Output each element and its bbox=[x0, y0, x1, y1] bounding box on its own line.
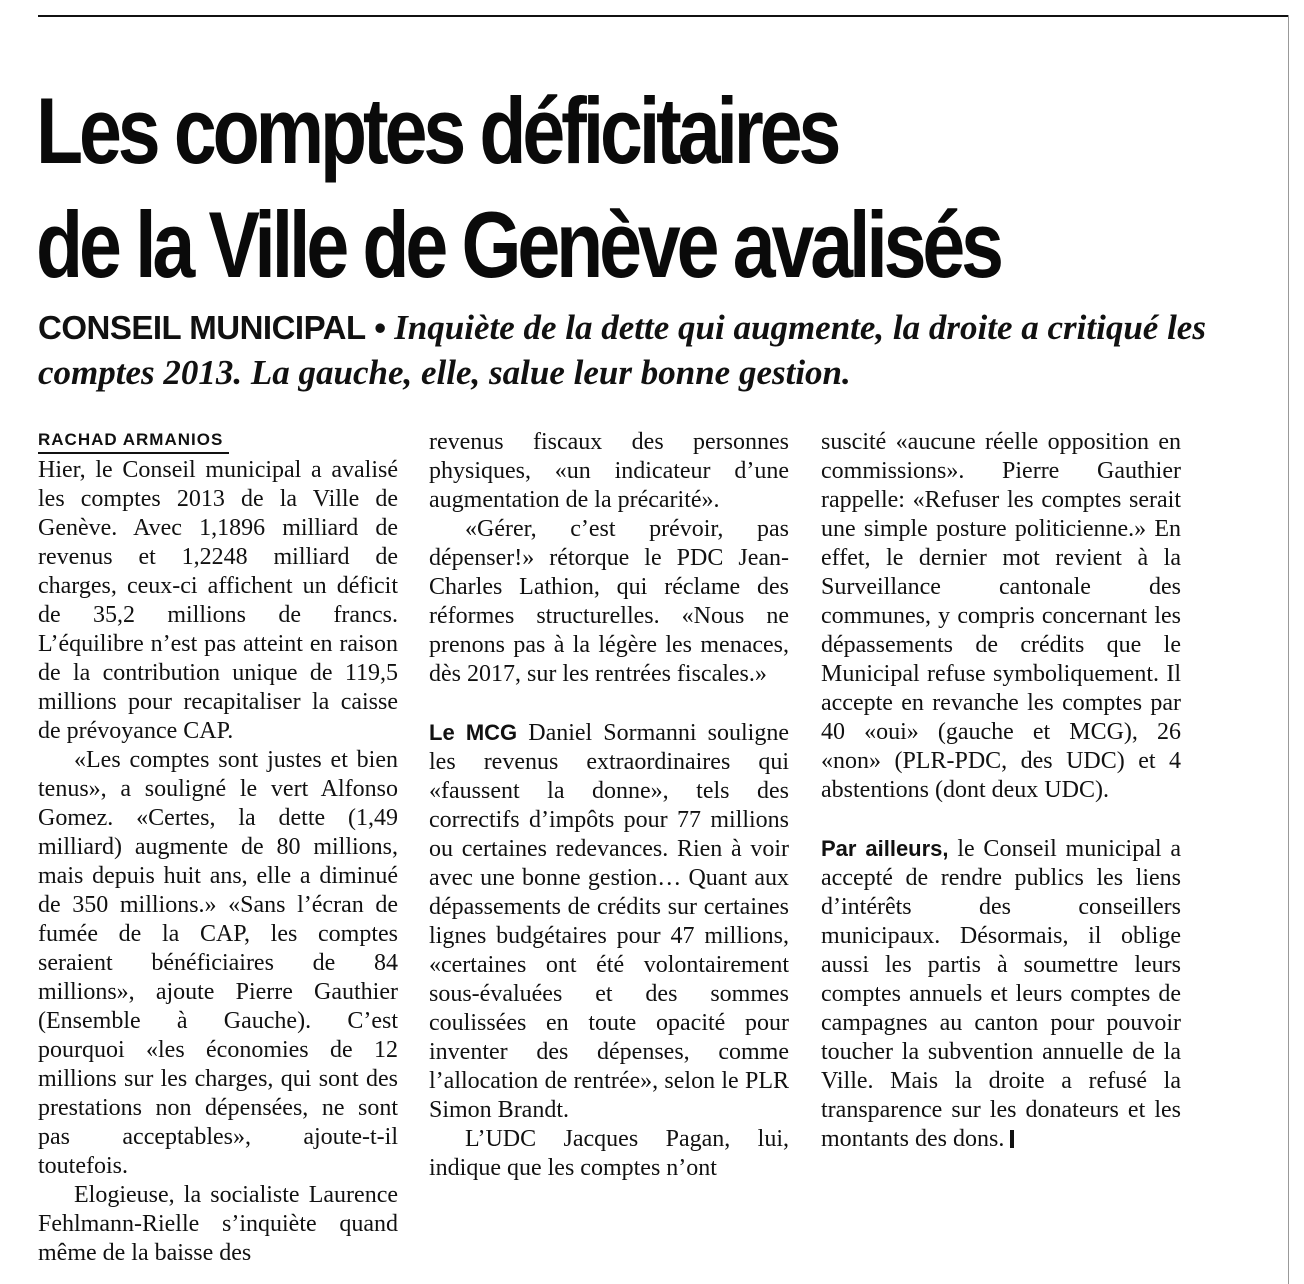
paragraph-text: Daniel Sormanni souligne les revenus extraordinaires qui «faussent la donne», tels des correctifs d’impôts pour 77 millions ou certaines redevances. Rien à voir avec une bonne gestion… Quant aux dépassements de crédits sur certaines lignes budgétaires pour 47 millions, «certaines ont été volontairement sous-évaluées et des sommes coulissées en toute opacité pour inventer des dépenses, comme l’allocation de rentrée», selon le PLR Simon Brandt. bbox=[429, 720, 789, 1123]
end-of-article-mark bbox=[1010, 1130, 1014, 1148]
paragraph: revenus fiscaux des personnes physiques, «un indicateur d’une augmentation de la précarité». bbox=[429, 429, 789, 513]
article-column-3 bbox=[821, 428, 1181, 1154]
paragraph-lead: Le MCG bbox=[429, 720, 518, 745]
top-rule bbox=[38, 15, 1288, 17]
kicker-separator: • bbox=[374, 309, 386, 346]
paragraph: L’UDC Jacques Pagan, lui, indique que les comptes n’ont bbox=[429, 1126, 789, 1181]
headline bbox=[36, 74, 1053, 302]
article-column-1 bbox=[38, 456, 398, 1268]
subheading: Inquiète de la dette qui augmente, la droite a critiqué les comptes 2013. La gauche, elle, salue leur bonne gestion. bbox=[38, 308, 1206, 392]
paragraph bbox=[429, 718, 789, 1125]
paragraph: Elogieuse, la socialiste Laurence Fehlmann-Rielle s’inquiète quand même de la baisse des bbox=[38, 1182, 398, 1266]
article-column-2 bbox=[429, 428, 789, 1183]
byline: RACHAD ARMANIOS bbox=[38, 428, 229, 454]
paragraph: suscité «aucune réelle opposition en commissions». Pierre Gauthier rappelle: «Refuser les comptes serait une simple posture politicienne.» En effet, le dernier mot revient à la Surveillance cantonale des communes, y compris concernant les dépassements de crédits que le Municipal refuse symboliquement. Il accepte en revanche les comptes par 40 «oui» (gauche et MCG), 26 «non» (PLR-PDC, des UDC) et 4 abstentions (dont deux UDC). bbox=[821, 429, 1181, 803]
paragraph: Hier, le Conseil municipal a avalisé les comptes 2013 de la Ville de Genève. Avec 1,1896 milliard de revenus et 1,2248 milliard de charges, ceux-ci affichent un déficit de 35,2 millions de francs. L’équilibre n’est pas atteint en raison de la contribution unique de 119,5 millions pour recapitaliser la caisse de prévoyance CAP. bbox=[38, 457, 398, 744]
paragraph: «Les comptes sont justes et bien tenus», a souligné le vert Alfonso Gomez. «Certes, la dette (1,49 milliard) augmente de 80 millions, mais depuis huit ans, elle a diminué de 350 millions.» «Sans l’écran de fumée de la CAP, les comptes seraient bénéficiaires de 84 millions», ajoute Pierre Gauthier (Ensemble à Gauche). C’est pourquoi «les économies de 12 millions sur les charges, qui sont des prestations non dépensées, ne sont pas acceptables», ajoute-t-il toutefois. bbox=[38, 747, 398, 1179]
paragraph: «Gérer, c’est prévoir, pas dépenser!» rétorque le PDC Jean-Charles Lathion, qui réclame des réformes structurelles. «Nous ne prenons pas à la légère les menaces, dès 2017, sur les rentrées fiscales.» bbox=[429, 516, 789, 687]
paragraph bbox=[821, 834, 1181, 1154]
headline-line-2: de la Ville de Genève avalisés bbox=[36, 192, 1000, 297]
column-edge-rule bbox=[1288, 15, 1289, 1284]
deck bbox=[38, 305, 1288, 395]
headline-line-1: Les comptes déficitaires bbox=[36, 78, 838, 183]
paragraph-lead: Par ailleurs, bbox=[821, 836, 949, 861]
paragraph-text: le Conseil municipal a accepté de rendre publics les liens d’intérêts des conseillers municipaux. Désormais, il oblige aussi les partis à soumettre leurs comptes annuels et leurs comptes de campagnes au canton pour pouvoir toucher la subvention annuelle de la Ville. Mais la droite a refusé la transparence sur les donateurs et les montants des dons. bbox=[821, 836, 1181, 1152]
kicker: CONSEIL MUNICIPAL bbox=[38, 309, 366, 346]
